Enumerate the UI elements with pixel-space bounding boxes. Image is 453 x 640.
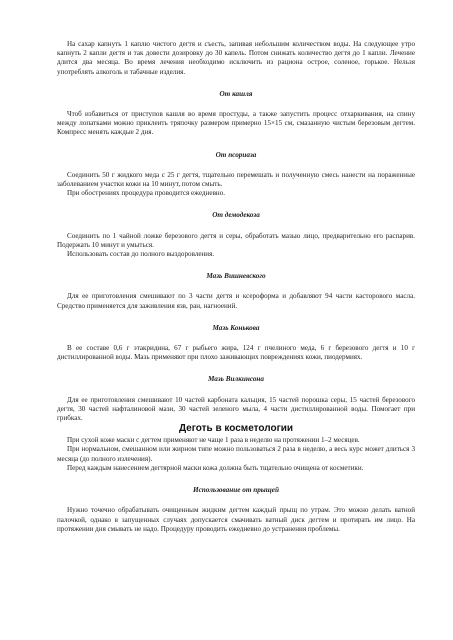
konkov-heading: Мазь Конькова	[212, 323, 260, 332]
cough-paragraph: Чтоб избавиться от приступов кашля во время простуды, а также запустить процесс отхаркивания, на спину между лопатками можно приклеить тряпочку размером примерно 15×15 см, смазанную чистым березовым дегтем. Компресс менять каждые 2 дня.	[57, 110, 415, 137]
intro-paragraph: На сахар капнуть 1 каплю чистого дегтя и съесть, запивая небольшим количеством воды. На следующее утро капнуть 2 капли дегтя и так довести дозировку до 30 капель. Потом снижать количество дегтя до 1 капли. Лечение длится два месяца. Во время лечения необходимо исключить из рациона острое, соленое, горькое. Нельзя употреблять алкоголь и табачные изделия.	[57, 40, 415, 76]
demodex-paragraph: Соединить по 1 чайной ложке березового дегтя и серы, обработать мазью лицо, предварительно его распарив. Подержать 10 минут и умыться.	[57, 231, 415, 249]
psoriasis-note: При обострениях процедура проводится ежедневно.	[67, 189, 226, 198]
cosmetology-paragraph-1: При сухой коже маски с дегтем применяют не чаще 1 раза в неделю на протяжении 1–2 месяцев.	[67, 436, 360, 445]
cosmetology-heading: Деготь в косметологии	[178, 423, 294, 435]
acne-heading: Использование от прыщей	[193, 486, 279, 495]
cosmetology-paragraph-2: При нормальном, смешанном или жирном типе можно пользоваться 2 раза в неделю, а весь курс может длиться 3 месяца (до полного излечения).	[57, 445, 415, 463]
vishnevsky-heading: Мазь Вишневского	[206, 272, 266, 281]
psoriasis-paragraph: Соединить 50 г жидкого меда с 25 г дегтя, тщательно перемешать и полученную смесь нанести на пораженные заболеванием участки кожи на 10 минут, потом смыть.	[57, 170, 415, 189]
acne-paragraph: Нужно точечно обрабатывать очищенным жидким дегтем каждый прыщ по утрам. Это можно делать ватной палочкой, однако в запущенных случаях допускается смачивать ватный диск дегтем и протирать им лицо. На протяжении дня смывать не надо. Процедуру проводить ежедневно до устранения проблемы.	[57, 506, 415, 533]
konkov-paragraph: В ее составе 0,6 г этакридина, 67 г рыбьего жира, 124 г пчелиного меда, 6 г березового дегтя и 10 г дистиллированной воды. Мазь применяют при плохо заживающих повреждениях кожи, пиодермиях.	[57, 344, 415, 362]
psoriasis-heading: От псориаза	[215, 150, 257, 159]
wilkinson-heading: Мазь Вилкинсона	[207, 375, 265, 384]
cough-heading: От кашля	[219, 89, 253, 98]
demodex-note: Использовать состав до полного выздоровления.	[67, 250, 215, 259]
wilkinson-paragraph: Для ее приготовления смешивают 10 частей карбоната кальция, 15 частей порошка серы, 15 частей березового дегтя, 30 частей нафталиновой мази, 30 частей зеленого мыла, 4 части дистиллированной воды. Помогает при грибках.	[57, 395, 415, 423]
demodex-heading: От демодекоза	[212, 211, 260, 220]
cosmetology-paragraph-3: Перед каждым нанесением дегтярной маски кожа должна быть тщательно очищена от косметики.	[67, 463, 364, 472]
vishnevsky-paragraph: Для ее приготовления смешивают по 3 части дегтя и ксероформа и добавляют 94 части касторового масла. Средство применяется для заживления язв, ран, нагноений.	[57, 292, 415, 310]
